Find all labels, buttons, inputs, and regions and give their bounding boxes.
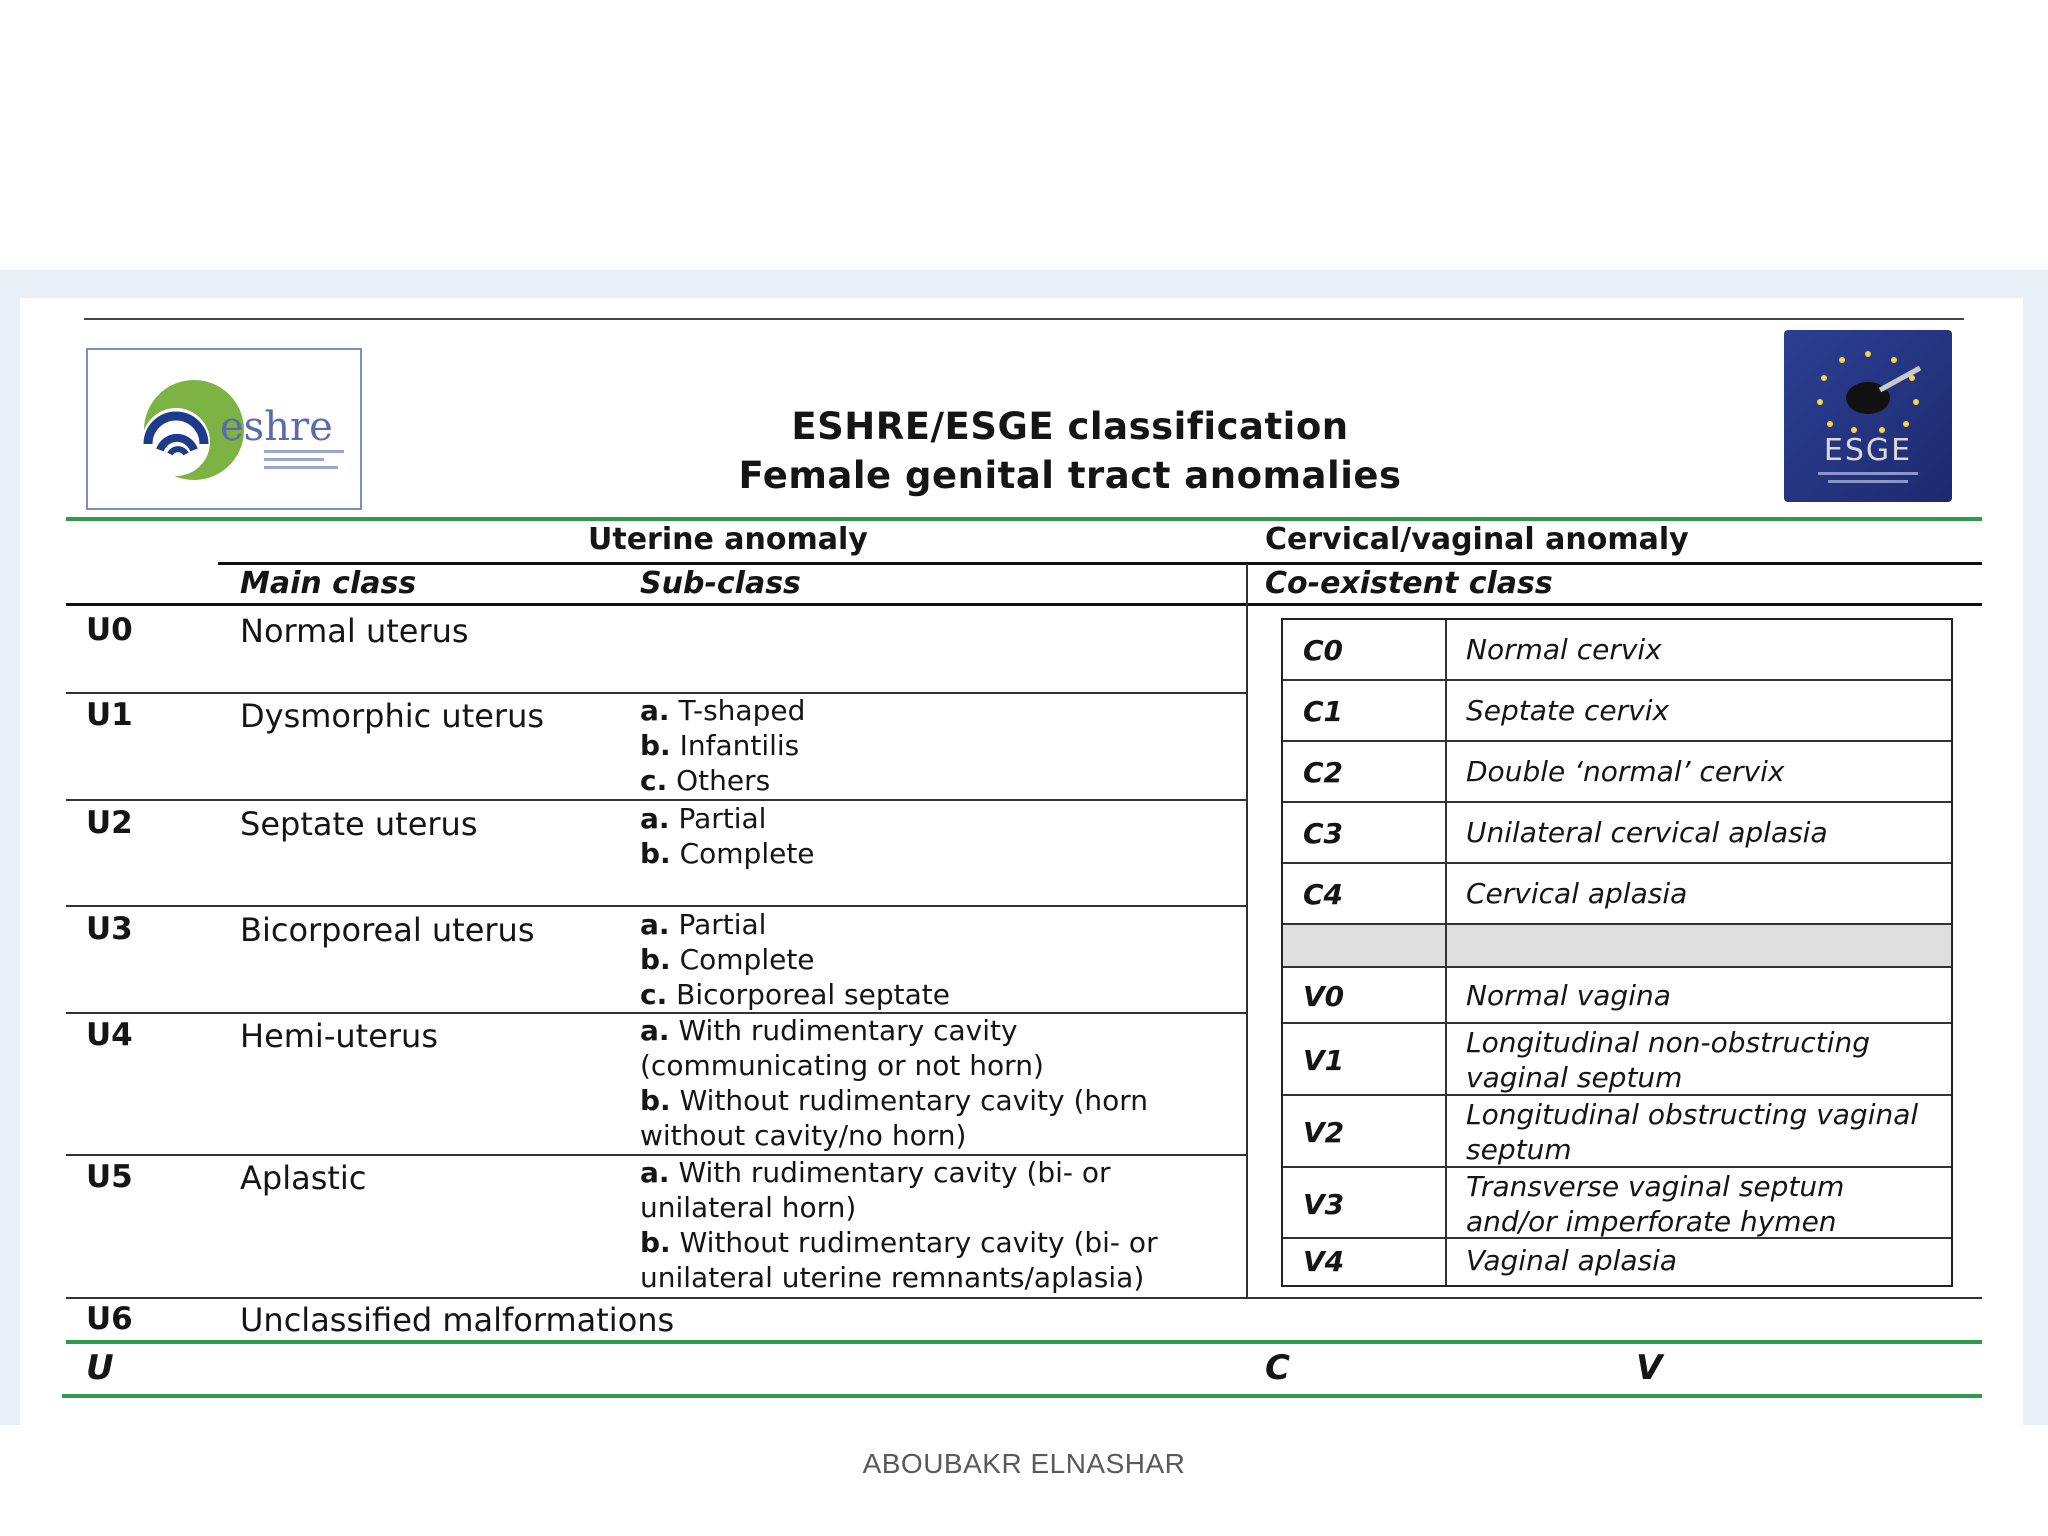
table-row xyxy=(1283,1024,1951,1096)
table-top-rule xyxy=(66,603,1982,606)
code-v0: V0 xyxy=(1303,980,1345,1013)
esge-logo xyxy=(1784,330,1952,502)
table-row xyxy=(1283,803,1951,864)
desc-c3: Unilateral cervical aplasia xyxy=(1466,816,1828,849)
code-c1: C1 xyxy=(1303,695,1344,728)
subheader-rule xyxy=(218,562,1982,565)
main-class-u0: Normal uterus xyxy=(240,612,469,650)
code-u6: U6 xyxy=(86,1301,133,1337)
uterine-anomaly-header: Uterine anomaly xyxy=(588,522,868,557)
main-class-u4: Hemi-uterus xyxy=(240,1017,438,1055)
code-v4: V4 xyxy=(1303,1245,1345,1278)
footer-green-rule-bottom xyxy=(62,1394,1982,1398)
code-u0: U0 xyxy=(86,612,133,648)
code-u5: U5 xyxy=(86,1159,133,1195)
table-row xyxy=(1283,864,1951,925)
desc-v3: Transverse vaginal septum and/or imperforate hymen xyxy=(1466,1170,1845,1238)
coexistent-class-header: Co-existent class xyxy=(1265,566,1553,601)
coexistent-class-table xyxy=(1281,618,1953,1287)
eshre-logo-text: eshre xyxy=(220,404,333,450)
main-class-header: Main class xyxy=(240,566,417,601)
code-c2: C2 xyxy=(1303,756,1344,789)
footer-c-label: C xyxy=(1265,1348,1290,1388)
footer-u-label: U xyxy=(86,1348,114,1388)
desc-v2: Longitudinal obstructing vaginal septum xyxy=(1466,1098,1919,1166)
code-c4: C4 xyxy=(1303,878,1344,911)
desc-v4: Vaginal aplasia xyxy=(1466,1244,1678,1277)
code-v3: V3 xyxy=(1303,1188,1345,1221)
sub-class-u4: a. With rudimentary cavity (communicating or not horn) b. Without rudimentary cavity (horn without cavity/no horn) xyxy=(640,1014,1149,1152)
sub-class-u2: a. Partial b. Complete xyxy=(640,802,815,870)
header-green-rule xyxy=(66,517,1982,521)
page-title: ESHRE/ESGE classification xyxy=(791,405,1349,448)
code-v2: V2 xyxy=(1303,1116,1345,1149)
column-divider xyxy=(1246,564,1248,1298)
desc-c2: Double ‘normal’ cervix xyxy=(1466,755,1785,788)
table-row xyxy=(1283,1096,1951,1168)
code-u2: U2 xyxy=(86,805,133,841)
code-u3: U3 xyxy=(86,911,133,947)
desc-v1: Longitudinal non-obstructing vaginal septum xyxy=(1466,1026,1871,1094)
main-class-u3: Bicorporeal uterus xyxy=(240,911,535,949)
esge-logo-text: ESGE xyxy=(1823,433,1913,468)
sub-class-header: Sub-class xyxy=(640,566,801,601)
sub-class-u1: a. T-shaped b. Infantilis c. Others xyxy=(640,694,806,797)
main-class-u1: Dysmorphic uterus xyxy=(240,697,545,735)
row-rule xyxy=(66,1297,1982,1299)
code-v1: V1 xyxy=(1303,1044,1345,1077)
desc-c0: Normal cervix xyxy=(1466,633,1662,666)
table-row xyxy=(1283,1239,1951,1285)
sub-class-u5: a. With rudimentary cavity (bi- or unilateral horn) b. Without rudimentary cavity (bi- or unilateral uterine remnants/aplasia) xyxy=(640,1156,1158,1294)
page-subtitle: Female genital tract anomalies xyxy=(738,454,1402,497)
main-class-u5: Aplastic xyxy=(240,1159,367,1197)
footer-green-rule-top xyxy=(66,1340,1982,1344)
main-class-u6: Unclassified malformations xyxy=(240,1301,675,1339)
table-row xyxy=(1283,681,1951,742)
code-c0: C0 xyxy=(1303,634,1344,667)
desc-v0: Normal vagina xyxy=(1466,979,1671,1012)
author-watermark: ABOUBAKR ELNASHAR xyxy=(862,1448,1186,1479)
table-row xyxy=(1283,742,1951,803)
code-u4: U4 xyxy=(86,1017,133,1053)
table-row xyxy=(1283,1168,1951,1239)
table-row xyxy=(1283,968,1951,1024)
top-rule xyxy=(84,318,1964,320)
code-c3: C3 xyxy=(1303,817,1344,850)
desc-c4: Cervical aplasia xyxy=(1466,877,1688,910)
footer-v-label: V xyxy=(1636,1348,1663,1388)
coexistent-table-divider xyxy=(1445,620,1447,1285)
cervical-anomaly-header: Cervical/vaginal anomaly xyxy=(1265,522,1689,557)
desc-c1: Septate cervix xyxy=(1466,694,1670,727)
table-row-separator xyxy=(1283,925,1951,968)
eshre-logo xyxy=(86,348,362,510)
code-u1: U1 xyxy=(86,697,133,733)
sub-class-u3: a. Partial b. Complete c. Bicorporeal septate xyxy=(640,908,950,1011)
table-row xyxy=(1283,620,1951,681)
main-class-u2: Septate uterus xyxy=(240,805,478,843)
